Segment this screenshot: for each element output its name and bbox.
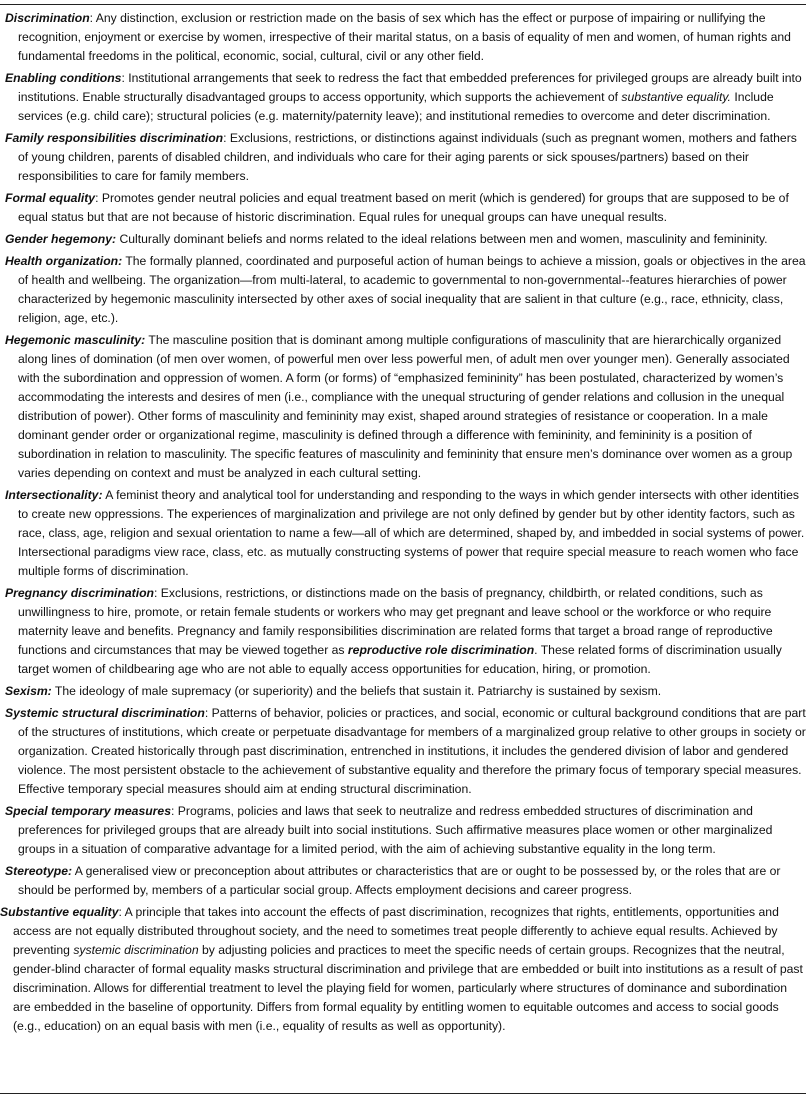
definition-italic-text: substantive equality. [621, 90, 731, 104]
term-label: Systemic structural discrimination [5, 706, 205, 720]
top-rule [0, 4, 806, 5]
definition-italic-text: systemic discrimination [73, 943, 199, 957]
term-label: Pregnancy discrimination [5, 586, 154, 600]
definition-text: Patterns of behavior, policies or practices, and social, economic or cultural background conditions that are part of the structures of institutions, which create or perpetuate disadvantage for members of a marginalized group relative to other groups in society or organization. Created historically through past discrimination, entrenched in institutions, it includes the gendered division of labor and gendered violence. The most persistent obstacle to the achievement of substantive equality and therefore the primary focus of temporary special measures. Effective temporary special measures should aim at ending structural discrimination. [18, 706, 806, 796]
term-label: Formal equality [5, 191, 96, 205]
definition-text-cont: Include services (e.g. child care); structural policies (e.g. maternity/paternity leave); and institutional remedies to overcome and deter discrimination. [18, 90, 774, 123]
term-label: Substantive equality [0, 905, 119, 919]
entry-gender-hegemony [0, 230, 806, 249]
entry-formal-equality: Formal equality: Promotes gender neutral policies and equal treatment based on merit (which is gendered) for groups that are supposed to be of equal status but that are not because of historic discrimination. Equal rules for unequal groups can have unequal results. [5, 191, 789, 224]
term-label: Gender hegemony: [5, 232, 117, 246]
definition-text-cont: by adjusting policies and practices to meet the specific needs of certain groups. Recognizes that the neutral, gender-blind character of formal equality masks structural discrimination and privilege that are embedded or built into institutions as a result of past discrimination. Allows for differential treatment to level the playing field for women, particularly where structures of dominance and subordination are embedded in the baseline of opportunity. Differs from formal equality by entitling women to equitable outcomes and access to social goods (e.g., education) on an equal basis with men (i.e., equality of results as well as opportunity). [13, 943, 803, 1033]
term-label: Health organization: [5, 254, 123, 268]
entry-discrimination: Discrimination: Any distinction, exclusion or restriction made on the basis of sex which has the effect or purpose of impairing or nullifying the recognition, enjoyment or exercise by women, irrespective of their marital status, on a basis of equality of men and women, of human rights and fundamental freedoms in the political, economic, social, cultural, civil or any other field. [5, 11, 791, 63]
term-label: Sexism: [5, 684, 52, 698]
entry-special-temporary-measures: Special temporary measures: Programs, policies and laws that seek to neutralize and redress embedded structures of discrimination and preferences for privileged groups that are already built into social institutions. Such affirmative measures place women or other marginalized groups in a situation of comparative advantage for a limited period, with the aim of achieving substantive equality in the long term. [5, 804, 773, 856]
glossary-list [0, 9, 806, 1039]
entry-stereotype [0, 862, 806, 900]
entry-family-responsibilities-discrimination: Family responsibilities discrimination: Exclusions, restrictions, or distinctions against individuals (such as pregnant women, mothers and fathers of young children, parents of disabled children, and individuals who care for their aging parents or sick spouses/partners) based on their responsibilities to care for family members. [5, 131, 797, 183]
term-label: Hegemonic masculinity: [5, 333, 146, 347]
term-label: Family responsibilities discrimination [5, 131, 224, 145]
definition-text-cont: . These related forms of discrimination usually target women of childbearing age who are not able to equally access opportunities for education, hiring, or promotion. [18, 643, 782, 676]
entry-health-organization [0, 252, 806, 328]
definition-text: Exclusions, restrictions, or distinctions against individuals (such as pregnant women, mothers and fathers of young children, parents of disabled children, and individuals who care for their aging parents or sick spouses/partners) based on their responsibilities to care for family members. [18, 131, 797, 183]
definition-text: The ideology of male supremacy (or superiority) and the beliefs that sustain it. Patriarchy is sustained by sexism. [54, 684, 662, 698]
definition-emphasis-text: reproductive role discrimination [347, 643, 535, 657]
term-label: Special temporary measures [5, 804, 171, 818]
entry-pregnancy-discrimination: Pregnancy discrimination: Exclusions, restrictions, or distinctions made on the basis of pregnancy, childbirth, or related conditions, such as unwillingness to hire, promote, or retain female students or workers who may get pregnant and leave school or the workforce or who require maternity leave and benefits. Pregnancy and family responsibilities discrimination are related forms that target a broad range of reproductive functions and circumstances that may be viewed together as reproductive role discrimination. These related forms of discrimination usually target women of childbearing age who are not able to equally access opportunities for education, hiring, or promotion. [5, 586, 782, 676]
definition-text: Any distinction, exclusion or restriction made on the basis of sex which has the effect or purpose of impairing or nullifying the recognition, enjoyment or exercise by women, irrespective of their marital status, on a basis of equality of men and women, of human rights and fundamental freedoms in the political, economic, social, cultural, civil or any other field. [18, 11, 791, 63]
entry-intersectionality [0, 486, 806, 581]
definition-text: Promotes gender neutral policies and equal treatment based on merit (which is gendered) for groups that are supposed to be of equal status but that are not because of historic discrimination. Equal rules for unequal groups can have unequal results. [18, 191, 789, 224]
definition-text: The masculine position that is dominant among multiple configurations of masculinity that are hierarchically organized along lines of domination (of men over women, of powerful men over less powerful men, of adult men over younger men). Generally associated with the subordination and oppression of women. A form (or forms) of “emphasized femininity” has been postulated, characterized by women’s accommodating the interests and desires of men (i.e., compliance with the unequal structuring of gender relations and collusion in the unequal distribution of power). Other forms of masculinity and femininity may exist, shaped around strategies of resistance or cooperation. In a male dominant gender order or organizational regime, masculinity is defined through a difference with femininity, and femininity is a position of subordination in relation to masculinity. The specific features of masculinity and femininity that ensure men’s dominance over women as a group varies depending on context and must be analyzed in each cultural setting. [18, 333, 793, 480]
definition-text: A principle that takes into account the effects of past discrimination, recognizes that rights, entitlements, opportunities and access are not equally distributed throughout society, and the need to sometimes treat people differently to achieve equal results. Achieved by preventing [13, 905, 779, 957]
term-label: Intersectionality: [5, 488, 103, 502]
entry-systemic-structural-discrimination: Systemic structural discrimination: Patterns of behavior, policies or practices, and social, economic or cultural background conditions that are part of the structures of institutions, which create or perpetuate disadvantage for members of a marginalized group relative to other groups in society or organization. Created historically through past discrimination, entrenched in institutions, it includes the gendered division of labor and gendered violence. The most persistent obstacle to the achievement of substantive equality and therefore the primary focus of temporary special measures. Effective temporary special measures should aim at ending structural discrimination. [5, 706, 806, 796]
definition-text: Institutional arrangements that seek to redress the fact that embedded preferences for privileged groups are already built into institutions. Enable structurally disadvantaged groups to access opportunity, which supports the achievement of [18, 71, 802, 104]
entry-enabling-conditions: Enabling conditions: Institutional arrangements that seek to redress the fact that embedded preferences for privileged groups are already built into institutions. Enable structurally disadvantaged groups to access opportunity, which supports the achievement of substantive equality. Include services (e.g. child care); structural policies (e.g. maternity/paternity leave); and institutional remedies to overcome and deter discrimination. [5, 71, 802, 123]
term-label: Discrimination [5, 11, 90, 25]
entry-hegemonic-masculinity [0, 331, 806, 483]
term-label: Enabling conditions [5, 71, 122, 85]
definition-text: The formally planned, coordinated and purposeful action of human beings to achieve a mission, goals or objectives in the area of health and wellbeing. The organization—from multi-lateral, to academic to governmental to non-governmental--features hierarchies of power characterized by hegemonic masculinity intersected by other axes of social inequality that are salient in that culture (e.g., race, ethnicity, class, religion, age, etc.). [18, 254, 806, 325]
definition-text: Culturally dominant beliefs and norms related to the ideal relations between men and women, masculinity and femininity. [119, 232, 768, 246]
definition-text: A generalised view or preconception about attributes or characteristics that are or ought to be possessed by, or the roles that are or should be performed by, members of a particular social group. Affects employment decisions and career progress. [18, 864, 781, 897]
entry-sexism [0, 682, 806, 701]
definition-text: Programs, policies and laws that seek to neutralize and redress embedded structures of discrimination and preferences for privileged groups that are already built into social institutions. Such affirmative measures place women or other marginalized groups in a situation of comparative advantage for a limited period, with the aim of achieving substantive equality in the long term. [18, 804, 773, 856]
entry-substantive-equality: Substantive equality: A principle that takes into account the effects of past discrimination, recognizes that rights, entitlements, opportunities and access are not equally distributed throughout society, and the need to sometimes treat people differently to achieve equal results. Achieved by preventing systemic discrimination by adjusting policies and practices to meet the specific needs of certain groups. Recognizes that the neutral, gender-blind character of formal equality masks structural discrimination and privilege that are embedded or built into institutions as a result of past discrimination. Allows for differential treatment to level the playing field for women, particularly where structures of dominance and subordination are embedded in the baseline of opportunity. Differs from formal equality by entitling women to equitable outcomes and access to social goods (e.g., education) on an equal basis with men (i.e., equality of results as well as opportunity). [0, 905, 803, 1033]
bottom-rule [0, 1093, 806, 1094]
definition-text: Exclusions, restrictions, or distinctions made on the basis of pregnancy, childbirth, or related conditions, such as unwillingness to hire, promote, or retain female students or workers who may get pregnant and leave school or the workforce or who require maternity leave and benefits. Pregnancy and family responsibilities discrimination are related forms that target a broad range of reproductive functions and circumstances that may be viewed together as [18, 586, 773, 657]
term-label: Stereotype: [5, 864, 73, 878]
definition-text: A feminist theory and analytical tool for understanding and responding to the ways in which gender intersects with other identities to create new oppressions. The experiences of marginalization and privilege are not only defined by gender but by other identity factors, such as race, class, age, religion and sexual orientation to name a few—all of which are determined, shaped by, and imbedded in social systems of power. Intersectional paradigms view race, class, etc. as mutually constructing systems of power that require special measure to reach women who face multiple forms of discrimination. [18, 488, 805, 578]
